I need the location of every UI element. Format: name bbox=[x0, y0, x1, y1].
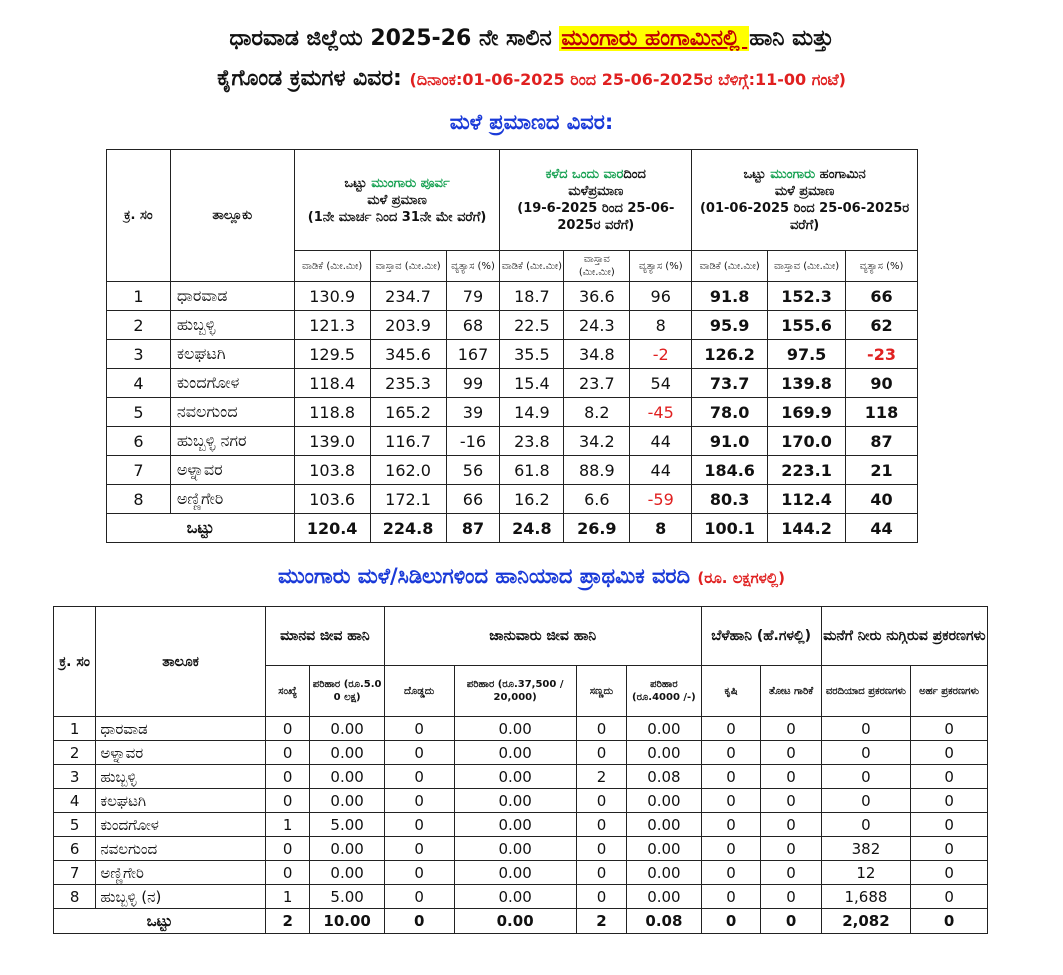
rain-cell: 118 bbox=[846, 398, 918, 427]
group-crop-loss: ಬೆಳೆಹಾನಿ (ಹೆ.ಗಳಲ್ಲಿ) bbox=[701, 607, 821, 666]
rain-cell: 95.9 bbox=[692, 311, 768, 340]
rain-cell: 345.6 bbox=[370, 340, 446, 369]
total-cell: 0.00 bbox=[454, 909, 576, 934]
damage-cell: 0 bbox=[384, 741, 454, 765]
damage-row bbox=[54, 813, 988, 837]
rain-cell: 129.5 bbox=[294, 340, 370, 369]
rain-cell: 36.6 bbox=[564, 282, 630, 311]
rain-cell: 22.5 bbox=[500, 311, 564, 340]
damage-cell: 0 bbox=[384, 885, 454, 909]
group-house-flood: ಮನೆಗೆ ನೀರು ನುಗ್ಗಿರುವ ಪ್ರಕರಣಗಳು bbox=[821, 607, 987, 666]
rain-cell: 103.6 bbox=[294, 485, 370, 514]
rain-section-title: ಮಳೆ ಪ್ರಮಾಣದ ವಿವರ: bbox=[449, 110, 614, 134]
damage-cell: 0 bbox=[265, 717, 310, 741]
damage-cell: 5.00 bbox=[310, 813, 384, 837]
rain-cell: 103.8 bbox=[294, 456, 370, 485]
damage-cell: 0.00 bbox=[454, 837, 576, 861]
sub-actual: ವಾಸ್ತಾವ (ಮೀ.ಮೀ) bbox=[370, 251, 446, 282]
sub-small: ಸಣ್ಣದು bbox=[576, 666, 626, 717]
rain-cell: 79 bbox=[446, 282, 500, 311]
taluk-name: ಅಳ್ನಾವರ bbox=[170, 456, 294, 485]
rain-cell: 21 bbox=[846, 456, 918, 485]
damage-cell: 0.00 bbox=[310, 741, 384, 765]
damage-cell: 0 bbox=[821, 765, 911, 789]
rain-cell: 91.0 bbox=[692, 427, 768, 456]
damage-cell: 0 bbox=[911, 885, 988, 909]
rain-cell: 130.9 bbox=[294, 282, 370, 311]
rain-cell: 14.9 bbox=[500, 398, 564, 427]
rain-cell: 162.0 bbox=[370, 456, 446, 485]
serial-number: 1 bbox=[107, 282, 171, 311]
rain-cell: 91.8 bbox=[692, 282, 768, 311]
damage-row bbox=[54, 885, 988, 909]
rain-cell: 116.7 bbox=[370, 427, 446, 456]
damage-cell: 0 bbox=[384, 717, 454, 741]
group-human-loss: ಮಾನವ ಜೀವ ಹಾನಿ bbox=[265, 607, 384, 666]
damage-cell: 0 bbox=[576, 717, 626, 741]
rain-cell: 8.2 bbox=[564, 398, 630, 427]
sub-normal: ವಾಡಿಕೆ (ಮೀ.ಮೀ) bbox=[500, 251, 564, 282]
serial-number: 3 bbox=[107, 340, 171, 369]
damage-cell: 0.00 bbox=[310, 789, 384, 813]
rain-cell: 165.2 bbox=[370, 398, 446, 427]
damage-table bbox=[53, 606, 988, 934]
total-cell: 0 bbox=[761, 909, 821, 934]
damage-cell: 0 bbox=[911, 837, 988, 861]
damage-cell: 0.00 bbox=[454, 717, 576, 741]
rain-cell: -59 bbox=[630, 485, 692, 514]
rain-cell: 54 bbox=[630, 369, 692, 398]
rain-cell: 18.7 bbox=[500, 282, 564, 311]
sub-compensation: ಪರಿಹಾರ (ರೂ.37,500 / 20,000) bbox=[454, 666, 576, 717]
damage-cell: 0.00 bbox=[310, 861, 384, 885]
group-lastweek: ಕಳೆದ ಒಂದು ವಾರದಿಂದ ಮಳೆಪ್ರಮಾಣ (19-6-2025 ರಿಂದ 25-06-2025ರ ವರೆಗೆ) bbox=[500, 150, 692, 251]
damage-cell: 0 bbox=[265, 837, 310, 861]
rain-cell: 44 bbox=[630, 427, 692, 456]
rain-cell: 126.2 bbox=[692, 340, 768, 369]
damage-cell: 1 bbox=[265, 885, 310, 909]
serial-number: 5 bbox=[54, 813, 96, 837]
sub-normal: ವಾಡಿಕೆ (ಮೀ.ಮೀ) bbox=[692, 251, 768, 282]
taluk-name: ಧಾರವಾಡ bbox=[96, 717, 266, 741]
damage-row bbox=[54, 861, 988, 885]
total-cell: 44 bbox=[846, 514, 918, 543]
rain-cell: 223.1 bbox=[768, 456, 846, 485]
sub-reported: ವರದಿಯಾದ ಪ್ರಕರಣಗಳು bbox=[821, 666, 911, 717]
taluk-name: ಅಣ್ಣಿಗೇರಿ bbox=[170, 485, 294, 514]
rain-cell: 203.9 bbox=[370, 311, 446, 340]
rain-cell: 40 bbox=[846, 485, 918, 514]
rain-cell: 184.6 bbox=[692, 456, 768, 485]
serial-number: 6 bbox=[54, 837, 96, 861]
col-taluk: ತಾಲೂಕ bbox=[96, 607, 266, 717]
sub-horticulture: ತೋಟ ಗಾರಿಕೆ bbox=[761, 666, 821, 717]
total-cell: 0.08 bbox=[627, 909, 701, 934]
taluk-name: ಹುಬ್ಬಳ್ಳಿ (ನ) bbox=[96, 885, 266, 909]
sub-deviation: ವ್ಯತ್ಯಾಸ (%) bbox=[446, 251, 500, 282]
damage-cell: 0 bbox=[761, 837, 821, 861]
title-text-end: ಹಾನಿ ಮತ್ತು bbox=[749, 26, 834, 51]
damage-cell: 0.00 bbox=[454, 765, 576, 789]
total-label: ಒಟ್ಟು bbox=[107, 514, 295, 543]
rain-cell: 39 bbox=[446, 398, 500, 427]
damage-cell: 12 bbox=[821, 861, 911, 885]
total-cell: 87 bbox=[446, 514, 500, 543]
rain-cell: 66 bbox=[446, 485, 500, 514]
damage-cell: 0 bbox=[821, 717, 911, 741]
rain-cell: 80.3 bbox=[692, 485, 768, 514]
rain-cell: 23.7 bbox=[564, 369, 630, 398]
damage-cell: 0.00 bbox=[310, 837, 384, 861]
damage-cell: 382 bbox=[821, 837, 911, 861]
rain-cell: 73.7 bbox=[692, 369, 768, 398]
serial-number: 2 bbox=[54, 741, 96, 765]
report-title-line2 bbox=[0, 66, 1063, 91]
total-cell: 100.1 bbox=[692, 514, 768, 543]
taluk-name: ಕಲಘಟಗಿ bbox=[96, 789, 266, 813]
rain-cell: -2 bbox=[630, 340, 692, 369]
title-highlight: ಮುಂಗಾರು ಹಂಗಾಮಿನಲ್ಲಿ bbox=[561, 26, 748, 51]
serial-number: 5 bbox=[107, 398, 171, 427]
damage-cell: 0 bbox=[761, 861, 821, 885]
damage-cell: 0.08 bbox=[627, 765, 701, 789]
rain-cell: 155.6 bbox=[768, 311, 846, 340]
rain-cell: 152.3 bbox=[768, 282, 846, 311]
rain-cell: 44 bbox=[630, 456, 692, 485]
damage-total-row bbox=[54, 909, 988, 934]
serial-number: 3 bbox=[54, 765, 96, 789]
rain-cell: 66 bbox=[846, 282, 918, 311]
damage-cell: 0 bbox=[701, 717, 761, 741]
total-cell: 0 bbox=[701, 909, 761, 934]
damage-cell: 0 bbox=[576, 741, 626, 765]
rainfall-table bbox=[106, 149, 918, 543]
damage-cell: 0.00 bbox=[627, 717, 701, 741]
damage-cell: 0 bbox=[384, 837, 454, 861]
rain-row bbox=[107, 485, 918, 514]
damage-cell: 0 bbox=[761, 789, 821, 813]
date-range: (ದಿನಾಂಕ:01-06-2025 ರಿಂದ 25-06-2025ರ ಬೆಳಿಗ್ಗೆ:11-00 ಗಂಟೆ) bbox=[409, 70, 846, 89]
sub-big: ದೊಡ್ಡದು bbox=[384, 666, 454, 717]
rain-cell: 35.5 bbox=[500, 340, 564, 369]
damage-cell: 0.00 bbox=[454, 885, 576, 909]
total-cell: 0 bbox=[911, 909, 988, 934]
damage-cell: 0 bbox=[761, 741, 821, 765]
sub-eligible: ಅರ್ಹ ಪ್ರಕರಣಗಳು bbox=[911, 666, 988, 717]
rain-cell: 16.2 bbox=[500, 485, 564, 514]
damage-cell: 0 bbox=[701, 813, 761, 837]
title2-text: ಕೈಗೊಂಡ ಕ್ರಮಗಳ ವಿವರ: bbox=[217, 66, 410, 91]
rain-row bbox=[107, 427, 918, 456]
title-text: ಧಾರವಾಡ ಜಿಲ್ಲೆಯ 2025-26 ನೇ ಸಾಲಿನ bbox=[229, 26, 560, 51]
rain-cell: 112.4 bbox=[768, 485, 846, 514]
rain-cell: 170.0 bbox=[768, 427, 846, 456]
damage-cell: 0 bbox=[576, 813, 626, 837]
damage-cell: 0.00 bbox=[310, 765, 384, 789]
taluk-name: ಧಾರವಾಡ bbox=[170, 282, 294, 311]
damage-cell: 0 bbox=[384, 765, 454, 789]
rain-cell: -45 bbox=[630, 398, 692, 427]
rain-cell: 23.8 bbox=[500, 427, 564, 456]
rain-cell: 15.4 bbox=[500, 369, 564, 398]
rain-cell: 62 bbox=[846, 311, 918, 340]
damage-cell: 0 bbox=[701, 741, 761, 765]
col-taluk: ತಾಲ್ಲೂಕು bbox=[170, 150, 294, 282]
rain-row bbox=[107, 282, 918, 311]
sub-deviation: ವ್ಯತ್ಯಾಸ (%) bbox=[846, 251, 918, 282]
group-premonsoon: ಒಟ್ಟು ಮುಂಗಾರು ಪೂರ್ವ ಮಳೆ ಪ್ರಮಾಣ (1ನೇ ಮಾರ್ಚ ನಿಂದ 31ನೇ ಮೇ ವರೆಗೆ) bbox=[294, 150, 500, 251]
damage-cell: 0.00 bbox=[627, 885, 701, 909]
damage-cell: 0.00 bbox=[627, 837, 701, 861]
damage-cell: 0 bbox=[265, 765, 310, 789]
damage-cell: 0 bbox=[265, 861, 310, 885]
serial-number: 7 bbox=[107, 456, 171, 485]
taluk-name: ಕುಂದಗೋಳ bbox=[96, 813, 266, 837]
damage-row bbox=[54, 837, 988, 861]
damage-cell: 0 bbox=[911, 789, 988, 813]
sub-actual: ವಾಸ್ತಾವ (ಮೀ.ಮೀ) bbox=[564, 251, 630, 282]
total-cell: 24.8 bbox=[500, 514, 564, 543]
damage-cell: 0 bbox=[911, 765, 988, 789]
taluk-name: ಕಲಘಟಗಿ bbox=[170, 340, 294, 369]
rain-cell: 24.3 bbox=[564, 311, 630, 340]
total-cell: 2 bbox=[265, 909, 310, 934]
damage-cell: 0.00 bbox=[454, 789, 576, 813]
damage-cell: 0 bbox=[911, 813, 988, 837]
total-cell: 2 bbox=[576, 909, 626, 934]
total-cell: 10.00 bbox=[310, 909, 384, 934]
rain-cell: 61.8 bbox=[500, 456, 564, 485]
col-sl: ಕ್ರ. ಸಂ bbox=[54, 607, 96, 717]
sub-normal: ವಾಡಿಕೆ (ಮೀ.ಮೀ) bbox=[294, 251, 370, 282]
damage-cell: 0 bbox=[384, 789, 454, 813]
rain-cell: 97.5 bbox=[768, 340, 846, 369]
damage-cell: 0 bbox=[701, 885, 761, 909]
col-sl: ಕ್ರ. ಸಂ bbox=[107, 150, 171, 282]
sub-compensation: ಪರಿಹಾರ (ರೂ.5.0 0 ಲಕ್ಷ) bbox=[310, 666, 384, 717]
rain-row bbox=[107, 456, 918, 485]
damage-cell: 0 bbox=[761, 813, 821, 837]
rain-cell: 6.6 bbox=[564, 485, 630, 514]
rain-cell: 87 bbox=[846, 427, 918, 456]
damage-cell: 0 bbox=[821, 789, 911, 813]
damage-cell: 0.00 bbox=[454, 741, 576, 765]
taluk-name: ನವಲಗುಂದ bbox=[96, 837, 266, 861]
taluk-name: ಹುಬ್ಬಳ್ಳಿ ನಗರ bbox=[170, 427, 294, 456]
damage-cell: 0.00 bbox=[454, 861, 576, 885]
group-monsoon: ಒಟ್ಟು ಮುಂಗಾರು ಹಂಗಾಮಿನ ಮಳೆ ಪ್ರಮಾಣ (01-06-2025 ರಿಂದ 25-06-2025ರ ವರೆಗೆ) bbox=[692, 150, 918, 251]
damage-cell: 0 bbox=[821, 813, 911, 837]
sub-agriculture: ಕೃಷಿ bbox=[701, 666, 761, 717]
serial-number: 4 bbox=[54, 789, 96, 813]
rain-cell: 90 bbox=[846, 369, 918, 398]
rain-cell: 234.7 bbox=[370, 282, 446, 311]
damage-cell: 0 bbox=[701, 789, 761, 813]
serial-number: 8 bbox=[54, 885, 96, 909]
sub-compensation: ಪರಿಹಾರ (ರೂ.4000 /-) bbox=[627, 666, 701, 717]
damage-row bbox=[54, 765, 988, 789]
rain-cell: 167 bbox=[446, 340, 500, 369]
rain-cell: 88.9 bbox=[564, 456, 630, 485]
damage-cell: 0.00 bbox=[627, 789, 701, 813]
serial-number: 1 bbox=[54, 717, 96, 741]
taluk-name: ನವಲಗುಂದ bbox=[170, 398, 294, 427]
damage-cell: 1,688 bbox=[821, 885, 911, 909]
rain-cell: 139.8 bbox=[768, 369, 846, 398]
rain-cell: 121.3 bbox=[294, 311, 370, 340]
sub-count: ಸಂಖ್ಯೆ bbox=[265, 666, 310, 717]
rain-cell: 169.9 bbox=[768, 398, 846, 427]
rain-cell: 96 bbox=[630, 282, 692, 311]
damage-cell: 0.00 bbox=[627, 861, 701, 885]
taluk-name: ಅಣ್ಣಿಗೇರಿ bbox=[96, 861, 266, 885]
damage-cell: 0 bbox=[576, 861, 626, 885]
total-cell: 2,082 bbox=[821, 909, 911, 934]
rain-cell: 34.8 bbox=[564, 340, 630, 369]
rain-cell: 34.2 bbox=[564, 427, 630, 456]
damage-cell: 5.00 bbox=[310, 885, 384, 909]
rain-cell: 235.3 bbox=[370, 369, 446, 398]
damage-cell: 0 bbox=[761, 765, 821, 789]
total-cell: 26.9 bbox=[564, 514, 630, 543]
rain-cell: 56 bbox=[446, 456, 500, 485]
serial-number: 2 bbox=[107, 311, 171, 340]
damage-cell: 1 bbox=[265, 813, 310, 837]
damage-cell: 0 bbox=[761, 717, 821, 741]
total-cell: 144.2 bbox=[768, 514, 846, 543]
damage-row bbox=[54, 789, 988, 813]
serial-number: 8 bbox=[107, 485, 171, 514]
rain-cell: 68 bbox=[446, 311, 500, 340]
damage-cell: 0 bbox=[701, 837, 761, 861]
group-animal-loss: ಜಾನುವಾರು ಜೀವ ಹಾನಿ bbox=[384, 607, 701, 666]
rain-cell: 172.1 bbox=[370, 485, 446, 514]
damage-cell: 0 bbox=[911, 717, 988, 741]
serial-number: 7 bbox=[54, 861, 96, 885]
damage-cell: 0 bbox=[911, 741, 988, 765]
sub-deviation: ವ್ಯತ್ಯಾಸ (%) bbox=[630, 251, 692, 282]
damage-section-title: ಮುಂಗಾರು ಮಳೆ/ಸಿಡಿಲುಗಳಿಂದ ಹಾನಿಯಾದ ಪ್ರಾಥಮಿಕ ವರದಿ (ರೂ. ಲಕ್ಷಗಳಲ್ಲಿ) bbox=[277, 564, 786, 588]
damage-cell: 0.00 bbox=[627, 741, 701, 765]
damage-cell: 0 bbox=[701, 861, 761, 885]
rain-cell: -23 bbox=[846, 340, 918, 369]
total-label: ಒಟ್ಟು bbox=[54, 909, 266, 934]
damage-cell: 0.00 bbox=[454, 813, 576, 837]
rain-cell: 139.0 bbox=[294, 427, 370, 456]
report-title-line1 bbox=[0, 26, 1063, 51]
rain-row bbox=[107, 340, 918, 369]
rain-cell: 118.8 bbox=[294, 398, 370, 427]
total-cell: 120.4 bbox=[294, 514, 370, 543]
serial-number: 6 bbox=[107, 427, 171, 456]
rain-row bbox=[107, 311, 918, 340]
damage-cell: 0 bbox=[701, 765, 761, 789]
damage-cell: 0 bbox=[911, 861, 988, 885]
total-cell: 224.8 bbox=[370, 514, 446, 543]
sub-actual: ವಾಸ್ತಾವ (ಮೀ.ಮೀ) bbox=[768, 251, 846, 282]
damage-cell: 0 bbox=[576, 837, 626, 861]
rain-row bbox=[107, 398, 918, 427]
damage-cell: 0 bbox=[576, 885, 626, 909]
serial-number: 4 bbox=[107, 369, 171, 398]
damage-cell: 0.00 bbox=[310, 717, 384, 741]
rain-cell: 78.0 bbox=[692, 398, 768, 427]
damage-cell: 0 bbox=[821, 741, 911, 765]
taluk-name: ಹುಬ್ಬಳ್ಳಿ bbox=[170, 311, 294, 340]
damage-cell: 0 bbox=[265, 789, 310, 813]
damage-cell: 0 bbox=[265, 741, 310, 765]
damage-row bbox=[54, 717, 988, 741]
damage-cell: 0 bbox=[576, 789, 626, 813]
damage-cell: 2 bbox=[576, 765, 626, 789]
rain-total-row bbox=[107, 514, 918, 543]
total-cell: 8 bbox=[630, 514, 692, 543]
rain-row bbox=[107, 369, 918, 398]
total-cell: 0 bbox=[384, 909, 454, 934]
taluk-name: ಕುಂದಗೋಳ bbox=[170, 369, 294, 398]
damage-cell: 0 bbox=[761, 885, 821, 909]
damage-row bbox=[54, 741, 988, 765]
taluk-name: ಅಳ್ನಾವರ bbox=[96, 741, 266, 765]
rain-cell: 118.4 bbox=[294, 369, 370, 398]
damage-cell: 0.00 bbox=[627, 813, 701, 837]
rain-cell: 8 bbox=[630, 311, 692, 340]
damage-cell: 0 bbox=[384, 861, 454, 885]
damage-cell: 0 bbox=[384, 813, 454, 837]
rain-cell: 99 bbox=[446, 369, 500, 398]
taluk-name: ಹುಬ್ಬಳ್ಳಿ bbox=[96, 765, 266, 789]
rain-cell: -16 bbox=[446, 427, 500, 456]
